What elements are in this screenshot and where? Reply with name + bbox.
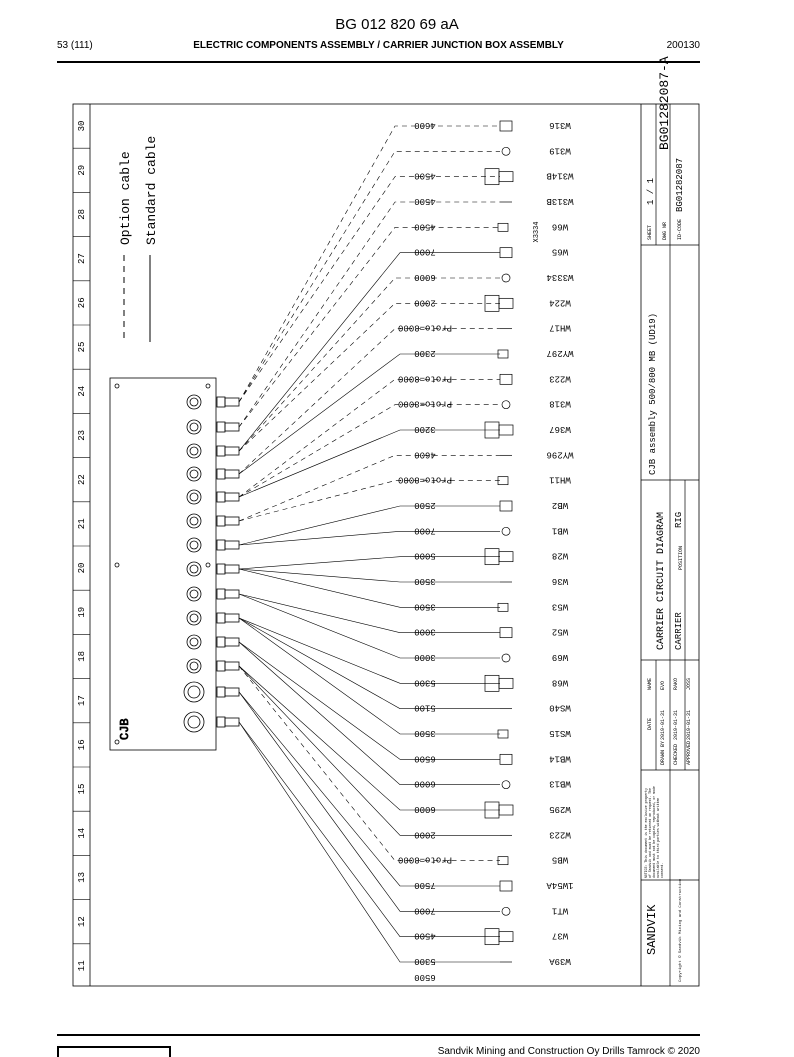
mount-hole <box>115 563 119 567</box>
cable-gland-inner <box>190 565 198 573</box>
cable-id-label: W318 <box>549 398 571 409</box>
socket-head <box>499 932 513 942</box>
cable-wire <box>239 202 500 427</box>
name-3: JOSS <box>686 677 692 690</box>
grid-number: 25 <box>77 341 87 353</box>
cable-gland-inner <box>190 662 198 670</box>
grid-number: 11 <box>77 960 87 972</box>
legend-option-label: Option cable <box>118 151 133 245</box>
gland-nut <box>217 589 225 599</box>
cable-gland-inner <box>190 541 198 549</box>
footer-copyright: Sandvik Mining and Construction Oy Drills Tamrock © 2020 <box>437 1046 700 1057</box>
plug-connector <box>500 501 512 511</box>
cable-id-label: W39A <box>549 956 571 966</box>
grid-number: 21 <box>77 518 87 530</box>
sandvik-logo <box>57 1046 171 1057</box>
cable-id-label: W367 <box>549 424 571 434</box>
id-label: ID-CODE <box>677 218 683 240</box>
cable-wire <box>239 692 500 911</box>
cable-wire <box>239 722 500 937</box>
cable-length-label: 4500 <box>414 196 436 206</box>
page-number: 53 (111) <box>57 40 93 51</box>
gland-nut <box>217 422 225 432</box>
cable-length-label: Proto=8000 <box>397 474 453 485</box>
cable-wire <box>239 151 500 402</box>
cable-length-label: 7500 <box>414 880 436 890</box>
gland-nut <box>217 446 225 456</box>
date-3: 2019-01-31 <box>686 709 692 740</box>
cable-length-label: 3000 <box>414 626 436 637</box>
grid-number: 23 <box>77 429 87 441</box>
cable-id-label: W3334 <box>546 272 574 282</box>
socket-head <box>499 805 513 815</box>
cable-length-label: 6000 <box>414 778 436 789</box>
drawn-by-label: DRAWN BY <box>660 740 666 765</box>
gland-nut <box>217 661 225 671</box>
ring-terminal <box>502 147 510 155</box>
circuit-title: CARRIER CIRCUIT DIAGRAM <box>656 511 667 650</box>
cable-length-label: 3500 <box>414 728 436 738</box>
cable-wire <box>239 506 500 545</box>
cable-wire <box>239 405 500 497</box>
gland-nut <box>217 613 225 623</box>
gland-body <box>225 423 239 431</box>
grid-number: 27 <box>77 253 87 265</box>
cable-id-label: W37 <box>551 930 569 941</box>
grid-number: 18 <box>77 650 87 662</box>
cable-wire <box>239 692 500 886</box>
cjb-box <box>110 378 216 750</box>
cable-gland <box>187 395 201 409</box>
position-label: POSITION <box>678 545 684 570</box>
cable-gland <box>187 635 201 649</box>
cable-gland <box>187 562 201 576</box>
cable-gland-inner <box>190 638 198 646</box>
ring-terminal <box>502 274 510 282</box>
plug-connector <box>500 374 512 384</box>
cable-length-label: 2000 <box>414 829 436 840</box>
notice-text-line: NOTICE: This document is the exclusive property <box>644 788 648 878</box>
cable-id-label: W65 <box>551 246 569 257</box>
cable-id-label: WY296 <box>546 449 574 460</box>
mount-hole <box>115 740 119 744</box>
gland-nut <box>217 637 225 647</box>
cable-wire <box>239 126 500 402</box>
gland-body <box>225 565 239 573</box>
cable-length-label: Proto=8000 <box>397 398 453 409</box>
cable-length-label: 4500 <box>414 221 436 232</box>
cable-length-label: 4600 <box>414 449 436 460</box>
grid-number: 13 <box>77 871 87 883</box>
grid-number: 22 <box>77 474 87 486</box>
mount-hole <box>206 384 210 388</box>
cable-gland <box>187 420 201 434</box>
cable-length-label: 5100 <box>414 702 436 713</box>
cable-length-label: Proto=8000 <box>397 854 453 865</box>
cable-id-label: WY297 <box>546 348 574 358</box>
gland-body <box>225 398 239 406</box>
cable-wire <box>239 227 500 427</box>
gland-nut <box>217 492 225 502</box>
grid-number: 28 <box>77 208 87 220</box>
cable-wire <box>239 557 500 569</box>
legend-standard-label: Standard cable <box>144 135 159 245</box>
name-1: EVO <box>660 680 666 690</box>
checked-label: CHECKED <box>673 743 679 765</box>
cable-wire <box>239 666 500 810</box>
cable-gland <box>187 514 201 528</box>
cable-wire <box>239 278 500 451</box>
cable-wire <box>239 642 500 785</box>
gland-body <box>225 662 239 670</box>
grid-number: 16 <box>77 739 87 751</box>
cable-id-label: 1W54A <box>546 880 574 890</box>
notice-text-line: available to third parties without written <box>656 797 660 878</box>
revision-date: 200130 <box>666 40 700 51</box>
mount-hole <box>206 563 210 567</box>
cable-id-label: WH11 <box>549 474 571 485</box>
group-value: CARRIER <box>674 612 684 650</box>
cable-wire <box>239 618 500 683</box>
cable-id-label: W319 <box>549 145 571 156</box>
ring-terminal <box>502 781 510 789</box>
cable-wire <box>239 618 500 734</box>
date-label: DATE <box>647 717 653 730</box>
cable-gland <box>187 467 201 481</box>
cable-length-label: 3000 <box>414 652 436 662</box>
cable-gland <box>187 611 201 625</box>
footer-rule <box>57 1034 700 1036</box>
socket-head <box>499 552 513 562</box>
cable-length-label: 2300 <box>414 348 436 358</box>
grid-number: 12 <box>77 916 87 928</box>
ring-terminal <box>502 654 510 662</box>
gland-body <box>225 541 239 549</box>
cable-id-label: WS15 <box>549 728 571 738</box>
cable-gland <box>187 444 201 458</box>
cable-length-label: 4500 <box>414 930 436 941</box>
grid-number: 15 <box>77 783 87 795</box>
gland-nut <box>217 687 225 697</box>
cable-gland-inner <box>190 590 198 598</box>
cable-length-label: Proto=8000 <box>397 373 453 384</box>
cable-wire <box>239 569 500 582</box>
sheet-value: 1 / 1 <box>646 177 656 205</box>
grid-number: 17 <box>77 695 87 707</box>
cable-length-label: 3200 <box>414 424 436 434</box>
mount-hole <box>115 384 119 388</box>
plug-connector <box>500 248 512 258</box>
gland-body <box>225 470 239 478</box>
cable-id-label: WH17 <box>549 322 571 333</box>
cable-wire <box>239 666 500 861</box>
socket-head <box>499 172 513 182</box>
cable-id-label: WB14 <box>549 753 571 764</box>
cable-length-label: 4600 <box>414 120 436 130</box>
name-label: NAME <box>647 677 653 690</box>
cable-gland <box>184 682 204 702</box>
cable-length-label: 2000 <box>414 297 436 308</box>
cable-wire <box>239 481 500 521</box>
cable-id-label: W295 <box>549 804 571 814</box>
copyright-note: Copyright © Sandvik Mining and Construction <box>679 878 683 982</box>
cable-gland-inner <box>190 614 198 622</box>
cable-length-label: 7000 <box>414 905 436 916</box>
gland-body <box>225 447 239 455</box>
cable-gland-inner <box>188 686 200 698</box>
gland-nut <box>217 516 225 526</box>
cjb-label: CJB <box>118 718 132 740</box>
cable-wire <box>239 253 500 451</box>
cable-id-label: W28 <box>551 550 569 561</box>
cable-gland-inner <box>190 517 198 525</box>
grid-number: 24 <box>77 385 87 397</box>
cable-length-label: 6500 <box>414 753 436 764</box>
cable-wire <box>239 531 500 545</box>
cable-length-label: 7000 <box>414 525 436 536</box>
cable-length-label: 6500 <box>414 972 436 982</box>
document-code: BG 012 820 69 aA <box>335 16 459 33</box>
gland-nut <box>217 717 225 727</box>
gland-body <box>225 614 239 622</box>
cable-id-label: W68 <box>551 677 569 688</box>
gland-body <box>225 590 239 598</box>
plug-connector <box>498 223 508 231</box>
gland-body <box>225 493 239 501</box>
cable-length-label: Proto=8000 <box>397 322 453 333</box>
plug-connector <box>500 121 512 131</box>
cable-wire <box>239 354 500 474</box>
cable-gland <box>187 490 201 504</box>
cable-length-label: 2500 <box>414 500 436 510</box>
cable-wire <box>239 430 500 497</box>
cable-length-label: 3500 <box>414 601 436 612</box>
cable-length-label: 5300 <box>414 956 436 966</box>
grid-number: 26 <box>77 297 87 309</box>
connector-tag: X3334 <box>533 221 541 243</box>
cable-length-label: 5000 <box>414 550 436 561</box>
cable-id-label: W314B <box>546 170 574 181</box>
drawing-number: BG01282087-A <box>657 56 672 150</box>
gland-nut <box>217 397 225 407</box>
socket-head <box>499 425 513 435</box>
cable-wire <box>239 379 500 497</box>
cable-id-label: W223 <box>549 373 571 384</box>
cable-id-label: W52 <box>551 626 569 637</box>
cable-gland <box>184 712 204 732</box>
cable-id-label: W36 <box>551 576 569 586</box>
grid-number: 14 <box>77 827 87 839</box>
cable-length-label: 6000 <box>414 272 436 282</box>
cable-id-label: W316 <box>549 120 571 130</box>
cable-wire <box>239 177 500 402</box>
gland-body <box>225 718 239 726</box>
ring-terminal <box>502 401 510 409</box>
cable-length-label: 5300 <box>414 677 436 688</box>
assembly-title: CJB assembly 500/800 MB (UD19) <box>648 312 658 475</box>
cable-gland-inner <box>188 716 200 728</box>
plug-connector <box>500 628 512 638</box>
notice-text-line: consent. <box>660 862 664 878</box>
plug-connector <box>500 881 512 891</box>
grid-number: 20 <box>77 562 87 574</box>
cable-id-label: WS40 <box>549 702 571 713</box>
cable-gland-inner <box>190 493 198 501</box>
cable-length-label: 6000 <box>414 804 436 814</box>
dwg-label: DWG NR <box>662 221 668 240</box>
gland-body <box>225 638 239 646</box>
cable-gland-inner <box>190 470 198 478</box>
cable-gland <box>187 659 201 673</box>
ring-terminal <box>502 907 510 915</box>
gland-body <box>225 688 239 696</box>
cable-gland <box>187 587 201 601</box>
grid-number: 29 <box>77 164 87 176</box>
cable-id-label: W223 <box>549 829 571 840</box>
position-value: RIG <box>674 511 684 528</box>
sandvik-brand: SANDVIK <box>645 904 659 955</box>
cable-length-label: 4500 <box>414 170 436 181</box>
name-2: RAKO <box>673 677 679 690</box>
cable-gland <box>187 538 201 552</box>
cable-id-label: WT1 <box>551 905 569 916</box>
date-2: 2019-01-31 <box>673 709 679 740</box>
cable-length-label: 7000 <box>414 246 436 257</box>
section-title: ELECTRIC COMPONENTS ASSEMBLY / CARRIER JUNCTION BOX ASSEMBLY <box>193 40 564 51</box>
date-1: 2019-01-31 <box>660 709 666 740</box>
socket-head <box>499 678 513 688</box>
gland-nut <box>217 564 225 574</box>
cable-wire <box>239 618 500 709</box>
plug-connector <box>500 754 512 764</box>
gland-nut <box>217 540 225 550</box>
ring-terminal <box>502 527 510 535</box>
grid-number: 30 <box>77 120 87 132</box>
cable-gland-inner <box>190 398 198 406</box>
cable-id-label: W69 <box>551 652 569 662</box>
cable-length-label: 3500 <box>414 576 436 586</box>
cable-gland-inner <box>190 423 198 431</box>
grid-number: 19 <box>77 606 87 618</box>
gland-body <box>225 517 239 525</box>
notice-text-line: of Sandvik and must be returned on request. The <box>648 788 652 878</box>
gland-nut <box>217 469 225 479</box>
cable-wire <box>239 329 500 474</box>
cable-id-label: WB13 <box>549 778 571 789</box>
cable-wire <box>239 569 500 607</box>
cable-id-label: WB2 <box>551 500 569 510</box>
cable-id-label: WB1 <box>551 525 569 536</box>
cable-id-label: W313B <box>546 196 574 206</box>
id-code: BG01282087 <box>675 157 685 212</box>
cable-id-label: W53 <box>551 601 569 612</box>
notice-text-line: document must not be copied, reproduced, or made <box>652 786 656 878</box>
sheet-label: SHEET <box>647 224 653 240</box>
cable-id-label: W66 <box>551 221 569 232</box>
cable-id-label: W224 <box>549 297 571 308</box>
cable-id-label: WB5 <box>551 854 569 865</box>
socket-head <box>499 298 513 308</box>
approved-label: APPROVED <box>686 740 692 765</box>
cable-gland-inner <box>190 447 198 455</box>
